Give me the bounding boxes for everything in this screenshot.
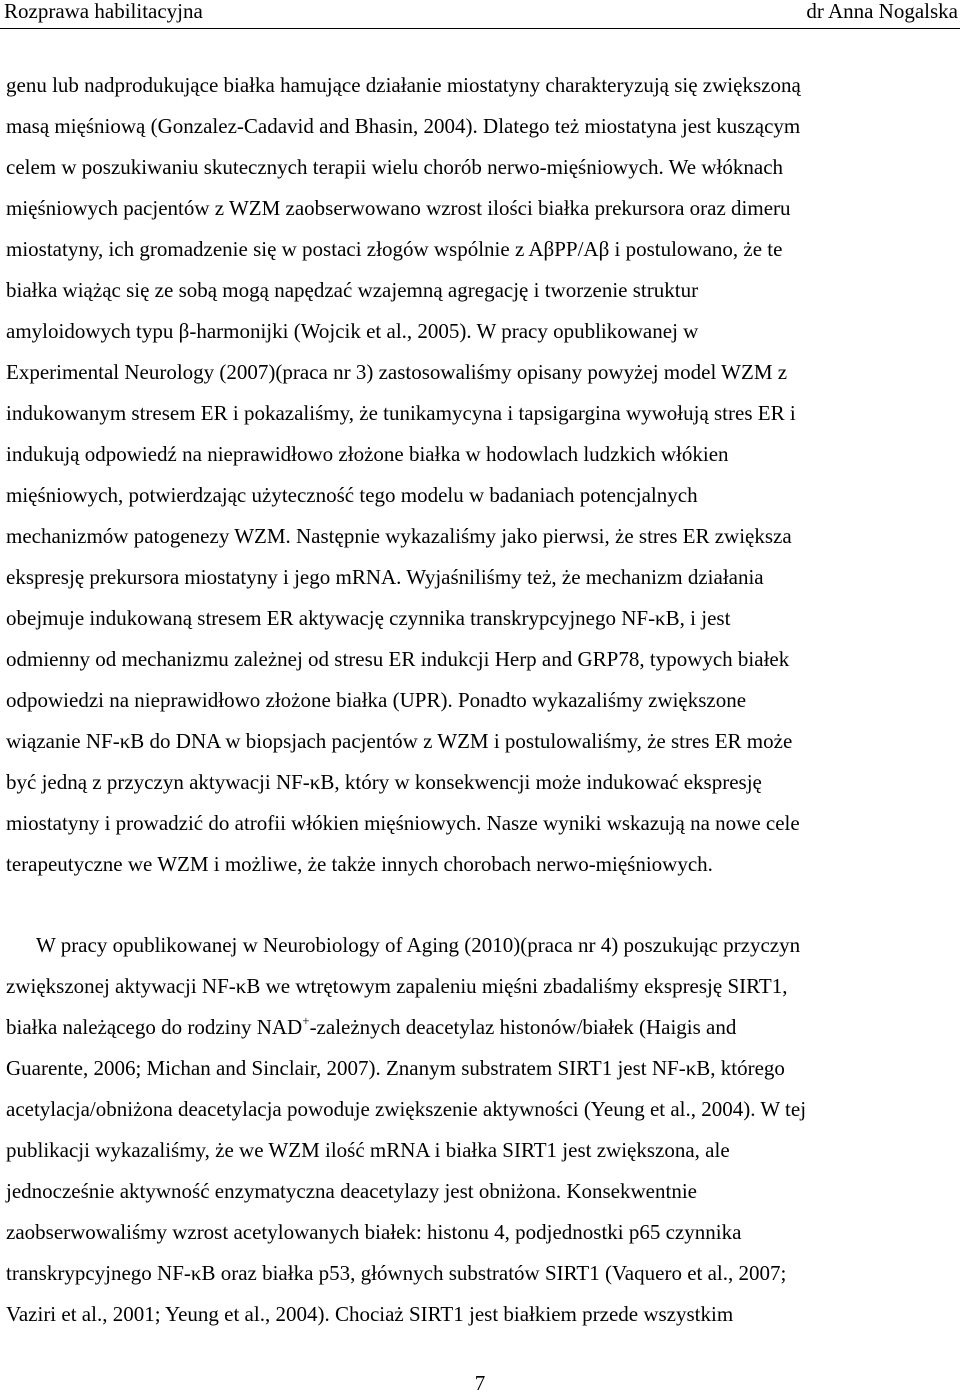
- header-title: Rozprawa habilitacyjna: [4, 0, 203, 23]
- text-line: odpowiedzi na nieprawidłowo złożone białka (UPR). Ponadto wykazaliśmy zwiększone: [6, 688, 747, 712]
- text-line: miostatyny i prowadzić do atrofii włókien mięśniowych. Nasze wyniki wskazują na nowe cele: [6, 811, 800, 835]
- header-author: dr Anna Nogalska: [806, 0, 958, 23]
- superscript-plus: +: [302, 1013, 310, 1028]
- text-line: Guarente, 2006; Michan and Sinclair, 2007). Znanym substratem SIRT1 jest NF-κB, którego: [6, 1056, 785, 1080]
- text-line: acetylacja/obniżona deacetylacja powoduje zwiększenie aktywności (Yeung et al., 2004). W tej: [6, 1097, 807, 1121]
- text-line: miostatyny, ich gromadzenie się w postaci złogów wspólnie z AβPP/Aβ i postulowano, że te: [6, 237, 783, 261]
- header-rule: [0, 28, 960, 29]
- text-fragment: białka należącego do rodziny NAD: [6, 1015, 303, 1039]
- text-line: zaobserwowaliśmy wzrost acetylowanych białek: histonu 4, podjednostki p65 czynnika: [6, 1220, 742, 1244]
- text-line: genu lub nadprodukujące białka hamujące działanie miostatyny charakteryzują się zwiększoną: [6, 73, 801, 97]
- text-line: publikacji wykazaliśmy, że we WZM ilość mRNA i białka SIRT1 jest zwiększona, ale: [6, 1138, 730, 1162]
- text-line: mięśniowych, potwierdzając użyteczność tego modelu w badaniach potencjalnych: [6, 483, 698, 507]
- text-fragment: -zależnych deacetylaz histonów/białek (Haigis and: [309, 1015, 737, 1039]
- text-line: odmienny od mechanizmu zależnej od stresu ER indukcji Herp and GRP78, typowych białek: [6, 647, 790, 671]
- text-line: [6, 1007, 956, 1048]
- text-line: terapeutyczne we WZM i możliwe, że także innych chorobach nerwo-mięśniowych.: [6, 852, 713, 876]
- text-line: wiązanie NF-κB do DNA w biopsjach pacjentów z WZM i postulowaliśmy, że stres ER może: [6, 729, 793, 753]
- text-line: masą mięśniową (Gonzalez-Cadavid and Bhasin, 2004). Dlatego też miostatyna jest kuszącym: [6, 114, 801, 138]
- text-line: celem w poszukiwaniu skutecznych terapii wielu chorób nerwo-mięśniowych. We włóknach: [6, 155, 784, 179]
- text-line: białka wiążąc się ze sobą mogą napędzać wzajemną agregację i tworzenie struktur: [6, 278, 699, 302]
- text-line: Experimental Neurology (2007)(praca nr 3) zastosowaliśmy opisany powyżej model WZM z: [6, 360, 788, 384]
- text-line: mięśniowych pacjentów z WZM zaobserwowano wzrost ilości białka prekursora oraz dimeru: [6, 196, 791, 220]
- text-line: indukowanym stresem ER i pokazaliśmy, że tunikamycyna i tapsigargina wywołują stres ER i: [6, 401, 796, 425]
- page-number: 7: [474, 1371, 486, 1395]
- text-line: zwiększonej aktywacji NF-κB we wtrętowym zapaleniu mięśni zbadaliśmy ekspresję SIRT1,: [6, 974, 788, 998]
- text-line: Vaziri et al., 2001; Yeung et al., 2004). Chociaż SIRT1 jest białkiem przede wszystkim: [6, 1302, 734, 1326]
- text-line: W pracy opublikowanej w Neurobiology of Aging (2010)(praca nr 4) poszukując przyczyn: [36, 933, 801, 957]
- page-header: [0, 0, 960, 28]
- text-line: indukują odpowiedź na nieprawidłowo złożone białka w hodowlach ludzkich włókien: [6, 442, 729, 466]
- text-line: mechanizmów patogenezy WZM. Następnie wykazaliśmy jako pierwsi, że stres ER zwiększa: [6, 524, 792, 548]
- body-paragraph-2: [6, 925, 956, 1335]
- text-line: być jedną z przyczyn aktywacji NF-κB, który w konsekwencji może indukować ekspresję: [6, 770, 762, 794]
- text-line: ekspresję prekursora miostatyny i jego mRNA. Wyjaśniliśmy też, że mechanizm działania: [6, 565, 764, 589]
- text-line: amyloidowych typu β-harmonijki (Wojcik et al., 2005). W pracy opublikowanej w: [6, 319, 699, 343]
- text-line: jednocześnie aktywność enzymatyczna deacetylazy jest obniżona. Konsekwentnie: [6, 1179, 697, 1203]
- text-line: transkrypcyjnego NF-κB oraz białka p53, głównych substratów SIRT1 (Vaquero et al., 2007;: [6, 1261, 787, 1285]
- text-line: obejmuje indukowaną stresem ER aktywację czynnika transkrypcyjnego NF-κB, i jest: [6, 606, 731, 630]
- body-paragraph-1: [6, 65, 956, 885]
